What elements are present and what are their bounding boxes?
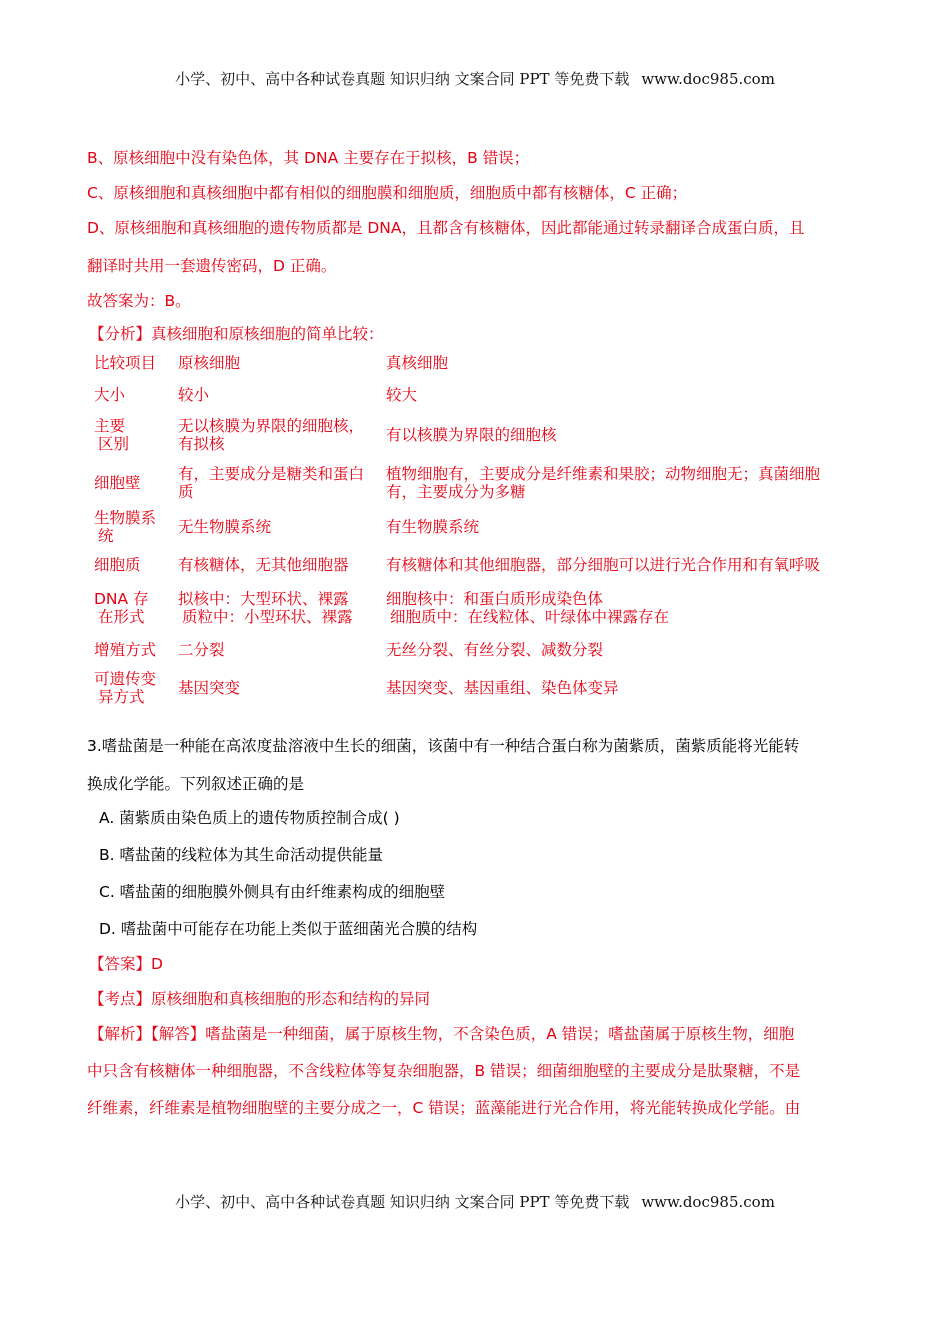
row-item-cell xyxy=(90,634,174,666)
cell-text-line: 有以核膜为界限的细胞核 xyxy=(386,426,557,444)
row-prokaryote-cell xyxy=(174,460,382,506)
header-text: 小学、初中、高中各种试卷真题 知识归纳 文案合同 PPT 等免费下载 xyxy=(175,70,630,88)
cell-text-line: 有核糖体，无其他细胞器 xyxy=(178,556,349,574)
cell-text-line: 无以核膜为界限的细胞核， xyxy=(178,417,365,435)
cell-text-line: 有核糖体和其他细胞器，部分细胞可以进行光合作用和有氧呼吸 xyxy=(386,556,821,574)
option-d-explanation-line2: 翻译时共用一套遗传密码，D 正确。 xyxy=(87,257,337,275)
option-d-explanation-line1: D、原核细胞和真核细胞的遗传物质都是 DNA，且都含有核糖体，因此都能通过转录翻译合成蛋白质，且 xyxy=(87,219,805,237)
table-row xyxy=(90,666,870,710)
row-item-cell xyxy=(90,380,174,410)
row-item-cell xyxy=(90,506,174,548)
row-prokaryote-cell xyxy=(174,582,382,634)
cell-text-line: 二分裂 xyxy=(178,641,225,659)
cell-text-line: 统 xyxy=(98,527,114,545)
cell-text-line: 细胞核中：和蛋白质形成染色体 xyxy=(386,590,604,608)
cell-text-line: 在形式 xyxy=(98,608,145,626)
answer-label: 【答案】D xyxy=(89,955,163,973)
table-row xyxy=(90,380,870,410)
question-stem-line2: 换成化学能。下列叙述正确的是 xyxy=(87,775,305,793)
row-item-cell xyxy=(90,548,174,582)
answer-conclusion: 故答案为：B。 xyxy=(87,292,191,310)
cell-text-line: 细胞质中：在线粒体、叶绿体中裸露存在 xyxy=(390,608,670,626)
row-prokaryote-cell xyxy=(174,506,382,548)
option-b-explanation: B、原核细胞中没有染色体，其 DNA 主要存在于拟核，B 错误； xyxy=(87,149,530,167)
cell-text-line: 拟核中：大型环状、裸露 xyxy=(178,590,349,608)
row-eukaryote-cell xyxy=(382,506,870,548)
cell-text-line: 植物细胞有，主要成分是纤维素和果胶；动物细胞无；真菌细胞 xyxy=(386,465,821,483)
cell-text-line: 有拟核 xyxy=(178,435,225,453)
cell-text-line: 有，主要成分为多糖 xyxy=(386,483,526,501)
cell-text-line: 异方式 xyxy=(98,688,145,706)
row-prokaryote-cell xyxy=(174,410,382,460)
cell-text-line: 有，主要成分是糖类和蛋白 xyxy=(178,465,365,483)
cell-text-line: 主要 xyxy=(94,417,126,435)
row-prokaryote-cell xyxy=(174,380,382,410)
row-eukaryote-cell xyxy=(382,380,870,410)
option-c: C. 嗜盐菌的细胞膜外侧具有由纤维素构成的细胞壁 xyxy=(99,883,446,901)
header-cell-eukaryote: 真核细胞 xyxy=(386,354,449,372)
table-row xyxy=(90,460,870,506)
cell-text-line: 可遗传变 xyxy=(94,670,157,688)
row-prokaryote-cell xyxy=(174,666,382,710)
table-row xyxy=(90,410,870,460)
row-item-cell xyxy=(90,582,174,634)
row-item-cell xyxy=(90,460,174,506)
row-eukaryote-cell xyxy=(382,582,870,634)
row-eukaryote-cell xyxy=(382,548,870,582)
cell-text-line: 区别 xyxy=(98,435,130,453)
cell-text-line: 较大 xyxy=(386,386,418,404)
cell-text-line: 基因突变 xyxy=(178,679,241,697)
row-eukaryote-cell xyxy=(382,634,870,666)
page-footer xyxy=(0,1191,950,1212)
option-d: D. 嗜盐菌中可能存在功能上类似于蓝细菌光合膜的结构 xyxy=(99,920,478,938)
option-c-explanation: C、原核细胞和真核细胞中都有相似的细胞膜和细胞质，细胞质中都有核糖体，C 正确； xyxy=(87,184,688,202)
explanation-line1: 【解析】【解答】嗜盐菌是一种细菌，属于原核生物，不含染色质，A 错误；嗜盐菌属于原核生物，细胞 xyxy=(89,1025,795,1043)
option-a: A. 菌紫质由染色质上的遗传物质控制合成( ) xyxy=(99,809,400,827)
footer-url[interactable]: www.doc985.com xyxy=(641,1193,775,1211)
explanation-line3: 纤维素，纤维素是植物细胞壁的主要分成之一，C 错误；蓝藻能进行光合作用，将光能转换成化学能。由 xyxy=(87,1099,801,1117)
analysis-title: 【分析】真核细胞和原核细胞的简单比较： xyxy=(89,325,384,343)
cell-text-line: 质粒中：小型环状、裸露 xyxy=(182,608,353,626)
row-prokaryote-cell xyxy=(174,634,382,666)
cell-text-line: 有生物膜系统 xyxy=(386,518,480,536)
cell-text-line: 生物膜系 xyxy=(94,509,157,527)
question-stem-line1: 3.嗜盐菌是一种能在高浓度盐溶液中生长的细菌，该菌中有一种结合蛋白称为菌紫质，菌紫质能将光能转 xyxy=(87,737,800,755)
table-header-row xyxy=(90,346,870,380)
table-row xyxy=(90,548,870,582)
cell-text-line: 细胞质 xyxy=(94,556,141,574)
row-item-cell xyxy=(90,666,174,710)
cell-text-line: 质 xyxy=(178,483,194,501)
explanation-line2: 中只含有核糖体一种细胞器，不含线粒体等复杂细胞器，B 错误；细菌细胞壁的主要成分是肽聚糖，不是 xyxy=(87,1062,801,1080)
table-row xyxy=(90,506,870,548)
cell-text-line: 细胞壁 xyxy=(94,474,141,492)
row-eukaryote-cell xyxy=(382,666,870,710)
table-row xyxy=(90,634,870,666)
cell-text-line: 基因突变、基因重组、染色体变异 xyxy=(386,679,619,697)
table-row xyxy=(90,582,870,634)
cell-text-line: 无生物膜系统 xyxy=(178,518,272,536)
cell-text-line: 大小 xyxy=(94,386,126,404)
header-cell-prokaryote: 原核细胞 xyxy=(178,354,241,372)
cell-text-line: 较小 xyxy=(178,386,210,404)
cell-text-line: 增殖方式 xyxy=(94,641,157,659)
row-prokaryote-cell xyxy=(174,548,382,582)
footer-text: 小学、初中、高中各种试卷真题 知识归纳 文案合同 PPT 等免费下载 xyxy=(175,1193,630,1211)
header-cell-item: 比较项目 xyxy=(94,354,157,372)
page-header xyxy=(0,68,950,89)
option-b: B. 嗜盐菌的线粒体为其生命活动提供能量 xyxy=(99,846,383,864)
cell-text-line: 无丝分裂、有丝分裂、减数分裂 xyxy=(386,641,604,659)
row-eukaryote-cell xyxy=(382,410,870,460)
row-item-cell xyxy=(90,410,174,460)
knowledge-point: 【考点】原核细胞和真核细胞的形态和结构的异同 xyxy=(89,990,431,1008)
cell-text-line: DNA 存 xyxy=(94,590,149,608)
header-url[interactable]: www.doc985.com xyxy=(641,70,775,88)
row-eukaryote-cell xyxy=(382,460,870,506)
comparison-table xyxy=(90,346,870,710)
